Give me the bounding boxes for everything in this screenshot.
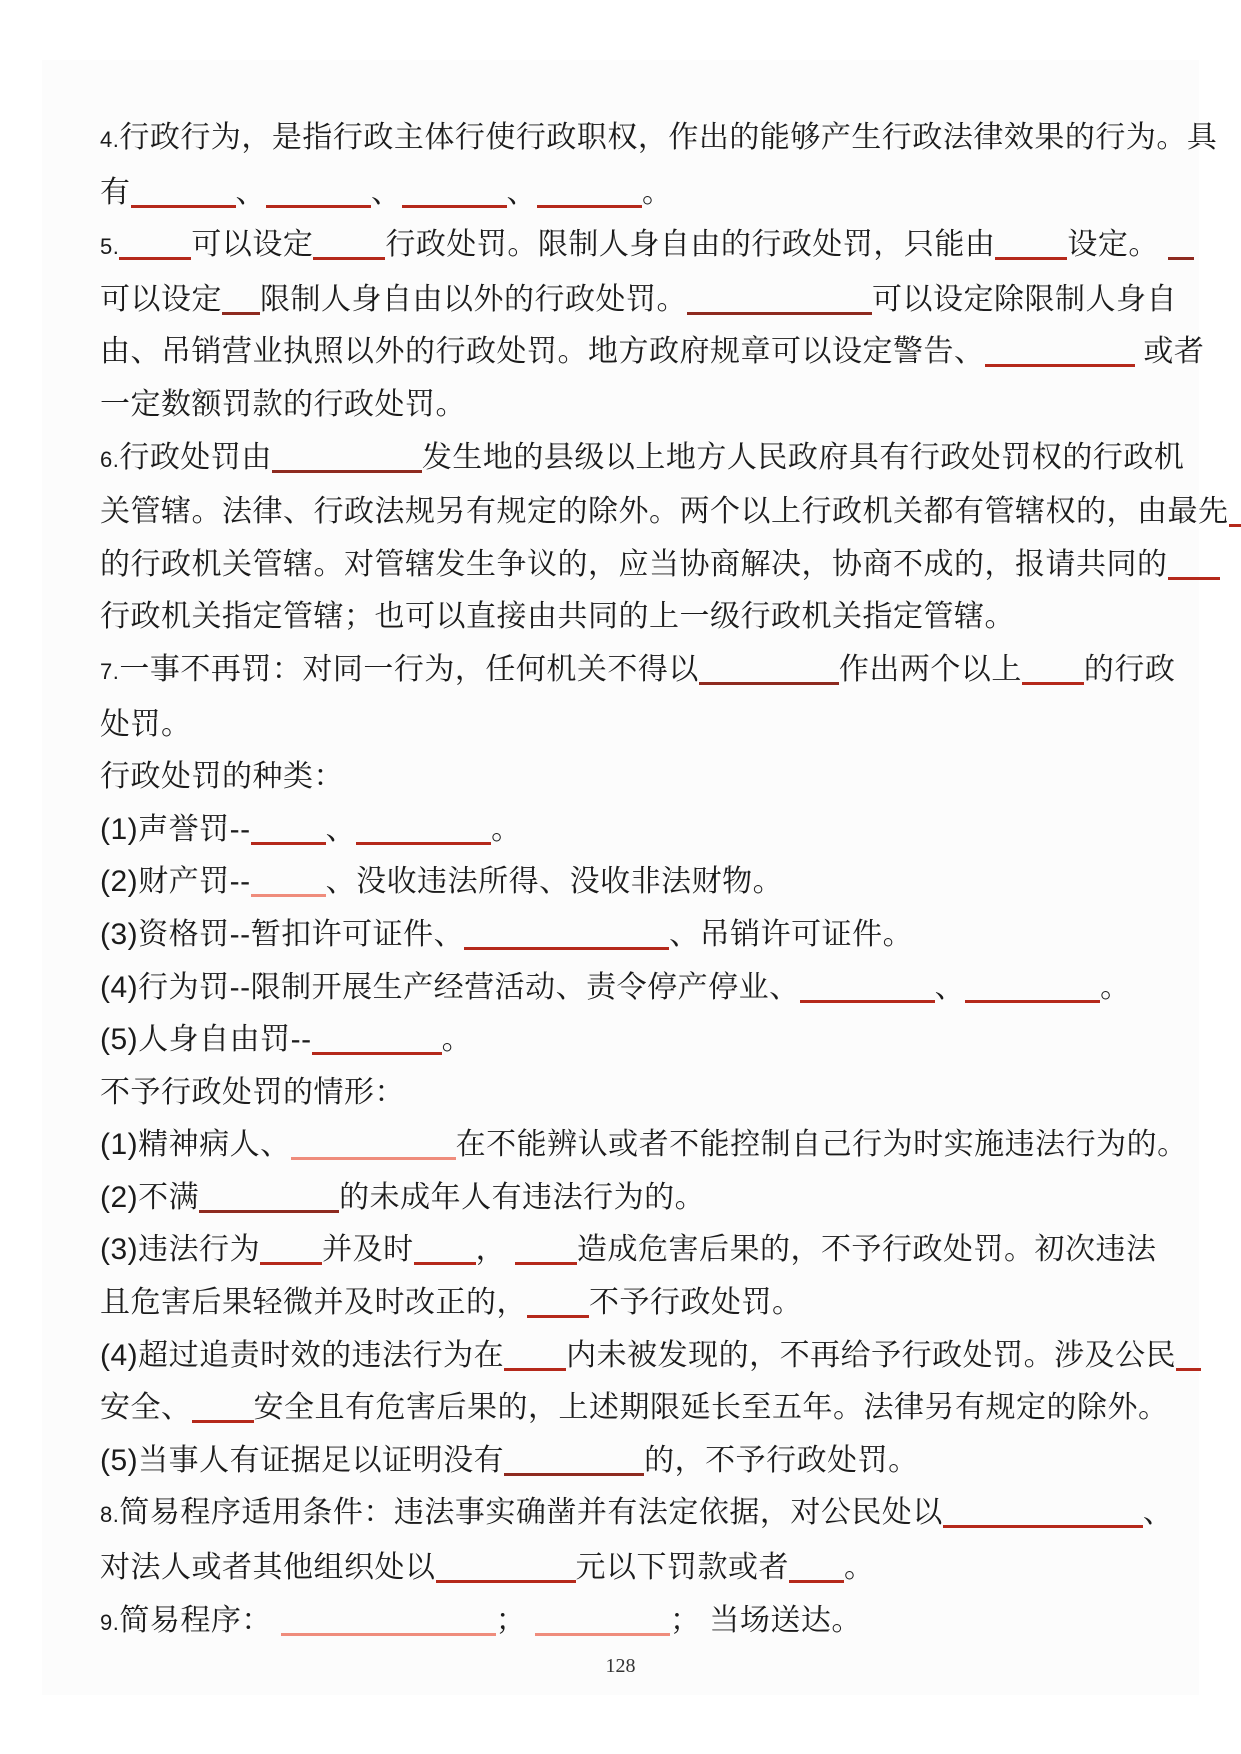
item-number: 5. (100, 234, 120, 260)
text-segment: 一事不再罚：对同一行为，任何机关不得以 (119, 652, 699, 686)
fill-in-blank (535, 1605, 670, 1636)
fill-in-blank (985, 336, 1135, 367)
fill-in-blank (965, 972, 1100, 1003)
text-line (100, 219, 1168, 274)
text-segment: 简易程序： (119, 1603, 281, 1637)
fill-in-blank (199, 1182, 339, 1213)
item-number: 6. (100, 446, 120, 472)
text-line (100, 1435, 1146, 1488)
fill-in-blank (687, 284, 872, 315)
text-line (100, 1542, 1146, 1595)
text-segment: 造成危害后果的，不予行政处罚。初次违法 (577, 1233, 1157, 1267)
fill-in-blank (414, 1234, 476, 1265)
fill-in-blank (313, 229, 385, 260)
text-line (100, 326, 1205, 379)
text-segment: 且危害后果轻微并及时改正的， (100, 1286, 527, 1320)
fill-in-blank (356, 814, 491, 845)
fill-in-blank (291, 1129, 456, 1160)
text-line (100, 751, 1146, 804)
text-segment: 的行政 (1083, 652, 1176, 686)
text-segment: 行政处罚。限制人身自由的行政处罚，只能由 (385, 228, 996, 262)
text-segment: 可以设定 (191, 228, 314, 262)
text-segment: (2)不满 (100, 1180, 200, 1214)
text-segment: 一定数额罚款的行政处罚。 (100, 387, 466, 421)
document-lines (100, 112, 1229, 1649)
text-segment: (4)超过追责时效的违法行为在 (100, 1338, 505, 1372)
text-segment: (1)声誉罚-- (100, 812, 251, 846)
text-line (100, 644, 1176, 699)
fill-in-blank (943, 1497, 1143, 1528)
text-segment: 行政处罚由 (119, 440, 272, 474)
item-number: 8. (100, 1502, 120, 1528)
fill-in-blank (1176, 1340, 1201, 1371)
text-segment: 行政处罚的种类： (100, 760, 344, 794)
text-segment: 、 (934, 970, 966, 1004)
text-segment: 。 (441, 1023, 473, 1057)
fill-in-blank (1022, 654, 1084, 685)
fill-in-blank (436, 1552, 576, 1583)
text-line (100, 909, 1146, 962)
fill-in-blank (119, 229, 191, 260)
text-line (100, 1595, 1146, 1650)
text-segment: 安全、 (100, 1391, 192, 1425)
text-segment: 对法人或者其他组织处以 (100, 1551, 436, 1585)
fill-in-blank (464, 919, 669, 950)
page-number: 128 (605, 1655, 636, 1677)
text-segment: 作出两个以上 (838, 652, 1022, 686)
fill-in-blank (312, 1024, 442, 1055)
text-segment: 不予行政处罚的情形： (100, 1075, 405, 1109)
fill-in-blank (251, 814, 326, 845)
fill-in-blank (1168, 229, 1194, 260)
text-segment: 或者 (1134, 335, 1205, 369)
text-segment: (3)资格罚--暂扣许可证件、 (100, 917, 465, 951)
text-segment: 在不能辨认或者不能控制自己行为时实施违法行为的。 (455, 1128, 1188, 1162)
text-line (100, 539, 1168, 592)
text-segment: 。 (642, 175, 673, 209)
fill-in-blank (789, 1552, 844, 1583)
fill-in-blank (281, 1605, 496, 1636)
text-line (100, 1330, 1177, 1383)
text-segment: 、没收违法所得、没收非法财物。 (325, 865, 784, 899)
text-segment: 不予行政处罚。 (589, 1286, 803, 1320)
text-line (100, 379, 1146, 432)
fill-in-blank (537, 177, 642, 208)
item-number: 4. (100, 127, 120, 152)
fill-in-blank (527, 1287, 589, 1318)
text-line (100, 112, 1218, 167)
text-segment: ， (475, 1233, 516, 1267)
text-segment: 、 (235, 175, 266, 209)
fill-in-blank (504, 1340, 566, 1371)
text-line (100, 432, 1185, 487)
text-segment: 限制人身自由以外的行政处罚。 (260, 282, 687, 316)
fill-in-blank (131, 177, 236, 208)
text-segment: (4)行为罚--限制开展生产经营活动、责令停产停业、 (100, 970, 800, 1004)
item-number: 9. (100, 1609, 120, 1635)
text-line (100, 1277, 1146, 1330)
text-segment: 由、吊销营业执照以外的行政处罚。地方政府规章可以设定警告、 (100, 335, 985, 369)
text-line (100, 591, 1146, 644)
text-segment: (1)精神病人、 (100, 1128, 291, 1162)
text-line (100, 274, 1177, 327)
fill-in-blank (1229, 496, 1241, 527)
fill-in-blank (800, 972, 935, 1003)
text-segment: 关管辖。法律、行政法规另有规定的除外。两个以上行政机关都有管辖权的，由最先 (100, 495, 1229, 529)
text-line (100, 962, 1146, 1015)
text-segment: 发生地的县级以上地方人民政府具有行政处罚权的行政机 (421, 440, 1185, 474)
text-line (100, 1172, 1146, 1225)
text-segment: 安全且有危害后果的，上述期限延长至五年。法律另有规定的除外。 (253, 1391, 1169, 1425)
text-segment: 行政行为，是指行政主体行使行政职权，作出的能够产生行政法律效果的行为。具 (119, 121, 1218, 154)
text-segment: 内未被发现的，不再给予行政处罚。涉及公民 (566, 1338, 1177, 1372)
text-segment: 的，不予行政处罚。 (644, 1443, 919, 1477)
text-segment: (2)财产罚-- (100, 865, 251, 899)
text-segment: 、 (506, 175, 537, 209)
text-segment: 。 (844, 1551, 875, 1585)
text-segment: 简易程序适用条件：违法事实确凿并有法定依据，对公民处以 (119, 1496, 943, 1530)
text-segment: 有 (100, 175, 131, 209)
text-line (100, 1067, 1146, 1120)
fill-in-blank (515, 1234, 577, 1265)
item-number: 7. (100, 658, 120, 684)
fill-in-blank (504, 1445, 644, 1476)
text-line (100, 804, 1146, 857)
text-segment: (5)当事人有证据足以证明没有 (100, 1443, 505, 1477)
text-line (100, 167, 1146, 220)
text-segment: 、 (1142, 1496, 1174, 1530)
fill-in-blank (699, 654, 839, 685)
text-segment: 并及时 (322, 1233, 414, 1267)
text-line (100, 1014, 1146, 1067)
text-segment: 、 (325, 812, 357, 846)
text-segment: 行政机关指定管辖；也可以直接由共同的上一级行政机关指定管辖。 (100, 600, 1015, 634)
text-line (100, 1382, 1169, 1435)
fill-in-blank (1168, 549, 1220, 580)
text-line (100, 1224, 1157, 1277)
text-segment: ； 当场送达。 (670, 1603, 862, 1637)
text-line (100, 1487, 1174, 1542)
text-segment: (3)违法行为 (100, 1233, 261, 1267)
text-segment: 处罚。 (100, 707, 192, 741)
text-line (100, 699, 1146, 752)
fill-in-blank (995, 229, 1067, 260)
text-segment: ； (495, 1603, 536, 1637)
text-segment: 的行政机关管辖。对管辖发生争议的，应当协商解决，协商不成的，报请共同的 (100, 547, 1168, 581)
text-segment: 可以设定除限制人身自 (872, 282, 1177, 316)
fill-in-blank (402, 177, 507, 208)
fill-in-blank (222, 284, 260, 315)
fill-in-blank (192, 1392, 254, 1423)
text-line (100, 1119, 1188, 1172)
text-segment: 可以设定 (100, 282, 222, 316)
text-segment: 、吊销许可证件。 (669, 917, 914, 951)
text-segment: 设定。 (1067, 228, 1168, 262)
text-segment: (5)人身自由罚-- (100, 1023, 312, 1057)
fill-in-blank (260, 1234, 322, 1265)
text-segment: 、 (371, 175, 402, 209)
fill-in-blank (251, 866, 326, 897)
fill-in-blank (272, 442, 422, 473)
text-segment: 。 (491, 812, 522, 846)
text-line (100, 856, 1146, 909)
text-line (100, 486, 1229, 539)
text-segment: 元以下罚款或者 (575, 1551, 789, 1585)
text-segment: 。 (1100, 970, 1131, 1004)
fill-in-blank (266, 177, 371, 208)
text-segment: 的未成年人有违法行为的。 (339, 1180, 706, 1214)
